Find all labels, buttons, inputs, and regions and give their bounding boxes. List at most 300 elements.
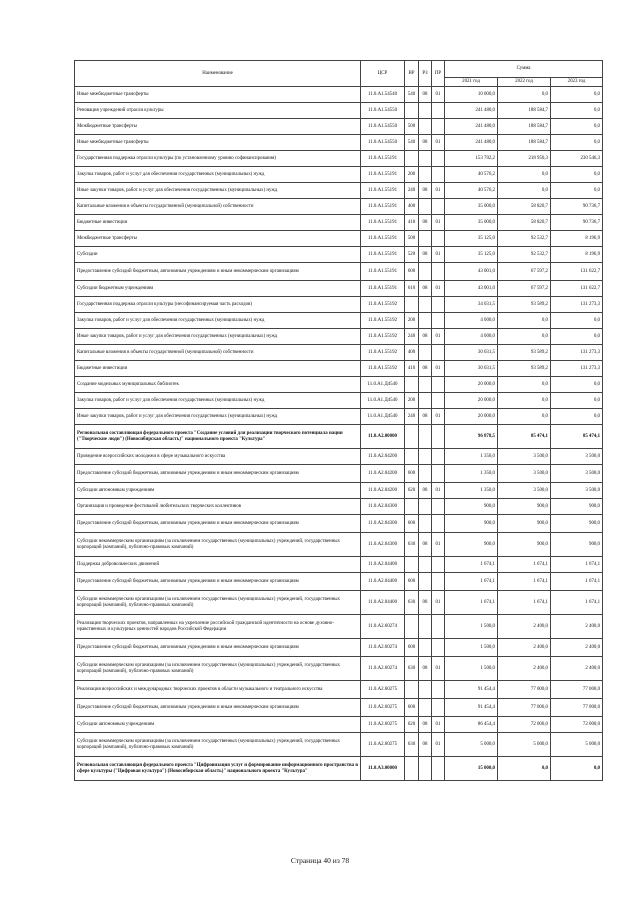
row-rz-cell <box>419 573 432 591</box>
row-pr-cell: 01 <box>432 135 445 151</box>
table-row <box>75 167 603 183</box>
row-name-cell: Организация и проведение фестивалей любительских творческих коллективов <box>75 499 361 515</box>
row-rz-cell: 08 <box>419 657 432 681</box>
row-vr-cell <box>405 297 419 313</box>
row-rz-cell <box>419 757 432 781</box>
row-sum-2021-cell: 1 350,0 <box>445 483 498 499</box>
row-sum-2021-cell: 1 500,0 <box>445 657 498 681</box>
row-name-cell: Субсидии некоммерческим организациям (за исключением государственных (муниципальных) учреждений, государственных корпораций (компаний), публично-правовых компаний) <box>75 733 361 757</box>
row-vr-cell: 240 <box>405 329 419 345</box>
row-rz-cell <box>419 499 432 515</box>
row-sum-2021-cell: 20 000,0 <box>445 377 498 393</box>
row-sum-2022-cell: 3 500,0 <box>498 465 551 483</box>
row-rz-cell: 08 <box>419 533 432 557</box>
table-row <box>75 87 603 103</box>
table-row <box>75 361 603 377</box>
row-name-cell: Межбюджетные трансферты <box>75 119 361 135</box>
table-row <box>75 533 603 557</box>
row-csr-cell: 11.0.А1.55191 <box>361 281 405 297</box>
row-sum-2022-cell: 92 532,7 <box>498 231 551 247</box>
row-sum-2021-cell: 30 031,5 <box>445 361 498 377</box>
row-csr-cell: 11.0.А2.04200 <box>361 465 405 483</box>
row-sum-2021-cell: 43 001,0 <box>445 263 498 281</box>
row-sum-2022-cell: 188 584,7 <box>498 119 551 135</box>
row-sum-2023-cell: 90 736,7 <box>551 199 603 215</box>
row-sum-2022-cell: 2 400,0 <box>498 657 551 681</box>
row-name-cell: Закупка товаров, работ и услуг для обеспечения государственных (муниципальных) нужд <box>75 393 361 409</box>
table-row <box>75 717 603 733</box>
row-name-cell: Региональная составляющая федерального проекта "Цифровизация услуг и формирование информационного пространства в сфере культуры ("Цифровая культура") (Новосибирская область)" национального проекта "Культура" <box>75 757 361 781</box>
row-sum-2021-cell: 91 454,4 <box>445 699 498 717</box>
row-sum-2023-cell: 131 622,7 <box>551 281 603 297</box>
row-vr-cell: 600 <box>405 263 419 281</box>
row-sum-2023-cell: 0,0 <box>551 119 603 135</box>
row-pr-cell <box>432 313 445 329</box>
row-pr-cell: 01 <box>432 281 445 297</box>
row-csr-cell: 11.0.А1.54550 <box>361 119 405 135</box>
row-vr-cell: 630 <box>405 591 419 615</box>
row-csr-cell: 11.0.А1.55192 <box>361 297 405 313</box>
row-sum-2022-cell: 93 589,2 <box>498 345 551 361</box>
row-pr-cell: 01 <box>432 733 445 757</box>
table-row <box>75 499 603 515</box>
row-csr-cell: 11.0.А1.55191 <box>361 199 405 215</box>
row-sum-2022-cell: 0,0 <box>498 393 551 409</box>
row-vr-cell <box>405 499 419 515</box>
row-sum-2023-cell: 77 000,0 <box>551 699 603 717</box>
row-name-cell: Субсидии некоммерческим организациям (за исключением государственных (муниципальных) учреждений, государственных корпораций (компаний), публично-правовых компаний) <box>75 591 361 615</box>
row-sum-2023-cell: 131 273,3 <box>551 361 603 377</box>
row-vr-cell <box>405 103 419 119</box>
row-csr-cell: 11.0.А1.Д4540 <box>361 393 405 409</box>
row-rz-cell: 08 <box>419 87 432 103</box>
row-sum-2023-cell: 85 474,1 <box>551 425 603 449</box>
header-year-2022: 2022 год <box>498 78 551 87</box>
row-vr-cell: 240 <box>405 183 419 199</box>
row-pr-cell <box>432 573 445 591</box>
row-sum-2023-cell: 230 546,3 <box>551 151 603 167</box>
row-name-cell: Закупка товаров, работ и услуг для обеспечения государственных (муниципальных) нужд <box>75 313 361 329</box>
table-row <box>75 199 603 215</box>
row-sum-2021-cell: 900,0 <box>445 515 498 533</box>
row-sum-2021-cell: 35 125,0 <box>445 231 498 247</box>
row-pr-cell: 01 <box>432 87 445 103</box>
table-row <box>75 393 603 409</box>
table-row <box>75 103 603 119</box>
row-rz-cell <box>419 231 432 247</box>
row-vr-cell <box>405 615 419 639</box>
row-csr-cell: 11.0.А2.04200 <box>361 449 405 465</box>
row-sum-2023-cell: 1 674,1 <box>551 557 603 573</box>
table-row <box>75 409 603 425</box>
row-csr-cell: 11.0.А2.60275 <box>361 699 405 717</box>
row-rz-cell <box>419 639 432 657</box>
row-rz-cell: 08 <box>419 483 432 499</box>
row-pr-cell <box>432 615 445 639</box>
row-vr-cell: 500 <box>405 119 419 135</box>
row-name-cell: Иные закупки товаров, работ и услуг для обеспечения государственных (муниципальных) нужд <box>75 409 361 425</box>
row-name-cell: Субсидии автономным учреждениям <box>75 483 361 499</box>
row-sum-2022-cell: 0,0 <box>498 329 551 345</box>
row-rz-cell <box>419 465 432 483</box>
row-rz-cell <box>419 313 432 329</box>
table-row <box>75 733 603 757</box>
row-csr-cell: 11.0.А1.55191 <box>361 183 405 199</box>
row-sum-2022-cell: 58 820,7 <box>498 215 551 231</box>
row-sum-2022-cell: 92 532,7 <box>498 247 551 263</box>
row-rz-cell: 08 <box>419 135 432 151</box>
row-sum-2023-cell: 0,0 <box>551 329 603 345</box>
row-sum-2023-cell: 90 736,7 <box>551 215 603 231</box>
row-rz-cell <box>419 377 432 393</box>
row-rz-cell: 08 <box>419 183 432 199</box>
row-sum-2023-cell: 900,0 <box>551 533 603 557</box>
budget-table-page <box>74 60 602 781</box>
row-sum-2022-cell: 0,0 <box>498 313 551 329</box>
row-sum-2021-cell: 241 480,0 <box>445 135 498 151</box>
row-vr-cell: 410 <box>405 215 419 231</box>
row-sum-2021-cell: 4 000,0 <box>445 329 498 345</box>
row-name-cell: Проведение всероссийских молодежи в сфере музыкального искусства <box>75 449 361 465</box>
row-rz-cell: 08 <box>419 215 432 231</box>
row-sum-2023-cell: 0,0 <box>551 757 603 781</box>
row-sum-2023-cell: 0,0 <box>551 313 603 329</box>
table-row <box>75 345 603 361</box>
row-pr-cell: 01 <box>432 409 445 425</box>
row-csr-cell: 11.0.А2.04400 <box>361 573 405 591</box>
header-rz: РЗ <box>419 61 432 87</box>
row-rz-cell: 08 <box>419 329 432 345</box>
row-name-cell: Иные межбюджетные трансферты <box>75 135 361 151</box>
row-vr-cell: 400 <box>405 199 419 215</box>
row-sum-2021-cell: 1 350,0 <box>445 465 498 483</box>
row-vr-cell: 600 <box>405 465 419 483</box>
row-sum-2021-cell: 15 000,0 <box>445 757 498 781</box>
row-pr-cell: 01 <box>432 533 445 557</box>
row-vr-cell: 600 <box>405 639 419 657</box>
row-rz-cell <box>419 167 432 183</box>
table-row <box>75 699 603 717</box>
table-row <box>75 377 603 393</box>
row-csr-cell: 11.0.А1.Д4540 <box>361 377 405 393</box>
row-pr-cell <box>432 297 445 313</box>
row-pr-cell <box>432 119 445 135</box>
row-csr-cell: 11.0.А2.60275 <box>361 681 405 699</box>
row-name-cell: Предоставление субсидий бюджетным, автономным учреждениям и иным некоммерческим организациям <box>75 573 361 591</box>
row-name-cell: Поддержка добровольческих движений <box>75 557 361 573</box>
row-name-cell: Капитальные вложения в объекты государственной (муниципальной) собственности <box>75 345 361 361</box>
row-sum-2022-cell: 93 589,2 <box>498 361 551 377</box>
row-sum-2021-cell: 900,0 <box>445 499 498 515</box>
row-csr-cell: 11.0.А1.55191 <box>361 231 405 247</box>
row-csr-cell: 11.0.А2.60274 <box>361 657 405 681</box>
row-sum-2022-cell: 0,0 <box>498 167 551 183</box>
row-csr-cell: 11.0.А2.60275 <box>361 717 405 733</box>
row-rz-cell <box>419 199 432 215</box>
row-pr-cell <box>432 263 445 281</box>
row-vr-cell: 630 <box>405 533 419 557</box>
row-sum-2022-cell: 0,0 <box>498 409 551 425</box>
row-rz-cell: 08 <box>419 281 432 297</box>
table-row <box>75 119 603 135</box>
header-pr: ПР <box>432 61 445 87</box>
row-sum-2021-cell: 241 480,0 <box>445 103 498 119</box>
row-sum-2023-cell: 8 196,9 <box>551 231 603 247</box>
table-row <box>75 247 603 263</box>
row-name-cell: Региональная составляющая федерального проекта "Создание условий для реализации творческого потенциала нации ("Творческие люди") (Новосибирская область)" национального проекта "Культура" <box>75 425 361 449</box>
row-pr-cell <box>432 345 445 361</box>
row-rz-cell: 08 <box>419 591 432 615</box>
row-vr-cell: 600 <box>405 699 419 717</box>
header-sum: Сумма <box>445 61 603 78</box>
row-sum-2022-cell: 188 584,7 <box>498 103 551 119</box>
row-pr-cell <box>432 377 445 393</box>
row-sum-2023-cell: 900,0 <box>551 499 603 515</box>
page-number: Страница 40 из 78 <box>290 856 350 865</box>
row-csr-cell: 11.0.А2.04300 <box>361 515 405 533</box>
row-sum-2023-cell: 3 500,0 <box>551 483 603 499</box>
row-sum-2022-cell: 77 000,0 <box>498 699 551 717</box>
row-sum-2021-cell: 43 001,0 <box>445 281 498 297</box>
table-row <box>75 615 603 639</box>
row-sum-2021-cell: 40 576,2 <box>445 167 498 183</box>
row-sum-2021-cell: 241 480,0 <box>445 119 498 135</box>
row-name-cell: Государственная поддержка отрасли культуры (несофинансируемая часть расходов) <box>75 297 361 313</box>
row-csr-cell: 11.0.А2.04300 <box>361 499 405 515</box>
table-row <box>75 657 603 681</box>
row-sum-2021-cell: 20 000,0 <box>445 409 498 425</box>
table-body <box>75 87 603 781</box>
row-pr-cell: 01 <box>432 215 445 231</box>
row-sum-2021-cell: 30 031,5 <box>445 345 498 361</box>
row-sum-2021-cell: 35 125,0 <box>445 247 498 263</box>
row-pr-cell <box>432 639 445 657</box>
row-sum-2022-cell: 67 597,2 <box>498 281 551 297</box>
row-name-cell: Субсидии автономным учреждениям <box>75 717 361 733</box>
row-sum-2022-cell: 2 400,0 <box>498 639 551 657</box>
table-row <box>75 281 603 297</box>
row-sum-2022-cell: 0,0 <box>498 183 551 199</box>
row-sum-2022-cell: 900,0 <box>498 499 551 515</box>
row-csr-cell: 11.0.А1.54550 <box>361 135 405 151</box>
table-row <box>75 183 603 199</box>
row-sum-2022-cell: 1 674,1 <box>498 573 551 591</box>
row-vr-cell <box>405 425 419 449</box>
row-csr-cell: 11.0.А1.55192 <box>361 329 405 345</box>
row-csr-cell: 11.0.А1.54540 <box>361 87 405 103</box>
row-vr-cell: 400 <box>405 345 419 361</box>
row-csr-cell: 11.0.А1.55191 <box>361 263 405 281</box>
row-sum-2023-cell: 8 196,9 <box>551 247 603 263</box>
header-year-2021: 2021 год <box>445 78 498 87</box>
row-sum-2023-cell: 5 000,0 <box>551 733 603 757</box>
row-pr-cell <box>432 699 445 717</box>
row-vr-cell <box>405 757 419 781</box>
row-sum-2023-cell: 0,0 <box>551 393 603 409</box>
table-row <box>75 313 603 329</box>
row-sum-2021-cell: 35 000,0 <box>445 215 498 231</box>
row-sum-2023-cell: 3 500,0 <box>551 449 603 465</box>
row-vr-cell: 600 <box>405 573 419 591</box>
row-sum-2023-cell: 131 622,7 <box>551 263 603 281</box>
row-rz-cell: 08 <box>419 733 432 757</box>
row-pr-cell: 01 <box>432 657 445 681</box>
row-name-cell: Государственная поддержка отрасли культуры (по установленному уровню софинансирования) <box>75 151 361 167</box>
row-vr-cell: 620 <box>405 483 419 499</box>
row-vr-cell: 630 <box>405 657 419 681</box>
row-sum-2022-cell: 58 820,7 <box>498 199 551 215</box>
row-sum-2022-cell: 0,0 <box>498 377 551 393</box>
row-rz-cell <box>419 345 432 361</box>
row-csr-cell: 11.0.А1.55191 <box>361 215 405 231</box>
row-csr-cell: 11.0.А1.55192 <box>361 345 405 361</box>
row-rz-cell: 08 <box>419 409 432 425</box>
row-csr-cell: 11.0.А2.00000 <box>361 425 405 449</box>
header-year-2023: 2023 год <box>551 78 603 87</box>
row-sum-2022-cell: 1 674,1 <box>498 591 551 615</box>
row-name-cell: Субсидии <box>75 247 361 263</box>
header-name: Наименование <box>75 61 361 87</box>
row-vr-cell: 630 <box>405 733 419 757</box>
row-vr-cell <box>405 377 419 393</box>
row-vr-cell <box>405 151 419 167</box>
row-sum-2023-cell: 0,0 <box>551 167 603 183</box>
row-sum-2021-cell: 1 500,0 <box>445 639 498 657</box>
row-name-cell: Реновация учреждений отрасли культуры <box>75 103 361 119</box>
table-row <box>75 483 603 499</box>
table-row <box>75 297 603 313</box>
table-row <box>75 151 603 167</box>
row-pr-cell <box>432 515 445 533</box>
row-sum-2023-cell: 72 000,0 <box>551 717 603 733</box>
row-vr-cell: 240 <box>405 409 419 425</box>
row-pr-cell <box>432 199 445 215</box>
row-name-cell: Бюджетные инвестиции <box>75 361 361 377</box>
row-sum-2022-cell: 3 500,0 <box>498 449 551 465</box>
row-sum-2021-cell: 10 000,0 <box>445 87 498 103</box>
row-pr-cell <box>432 499 445 515</box>
row-csr-cell: 11.0.А1.55192 <box>361 313 405 329</box>
row-vr-cell: 200 <box>405 393 419 409</box>
row-name-cell: Реализация творческих проектов, направленных на укрепление российской гражданской идентичности на основе духовно-нравственных и культурных ценностей народов Российской Федерации <box>75 615 361 639</box>
row-pr-cell: 01 <box>432 247 445 263</box>
row-vr-cell <box>405 449 419 465</box>
row-rz-cell: 08 <box>419 247 432 263</box>
row-rz-cell <box>419 263 432 281</box>
row-rz-cell <box>419 699 432 717</box>
table-row <box>75 639 603 657</box>
row-sum-2023-cell: 3 500,0 <box>551 465 603 483</box>
table-row <box>75 231 603 247</box>
row-sum-2021-cell: 34 031,5 <box>445 297 498 313</box>
row-name-cell: Создание модельных муниципальных библиотек <box>75 377 361 393</box>
table-row <box>75 449 603 465</box>
row-sum-2021-cell: 40 576,2 <box>445 183 498 199</box>
row-vr-cell: 540 <box>405 87 419 103</box>
row-rz-cell <box>419 393 432 409</box>
table-row <box>75 557 603 573</box>
row-csr-cell: 11.0.А3.00000 <box>361 757 405 781</box>
header-vr: ВР <box>405 61 419 87</box>
row-vr-cell: 520 <box>405 247 419 263</box>
row-sum-2021-cell: 1 500,0 <box>445 615 498 639</box>
row-sum-2023-cell: 0,0 <box>551 135 603 151</box>
row-sum-2021-cell: 20 000,0 <box>445 393 498 409</box>
header-csr: ЦСР <box>361 61 405 87</box>
row-pr-cell: 01 <box>432 183 445 199</box>
row-sum-2022-cell: 218 950,3 <box>498 151 551 167</box>
row-vr-cell: 200 <box>405 313 419 329</box>
row-sum-2022-cell: 93 589,2 <box>498 297 551 313</box>
row-name-cell: Субсидии бюджетным учреждениям <box>75 281 361 297</box>
row-sum-2023-cell: 0,0 <box>551 103 603 119</box>
row-sum-2022-cell: 1 674,1 <box>498 557 551 573</box>
row-name-cell: Предоставление субсидий бюджетным, автономным учреждениям и иным некоммерческим организациям <box>75 515 361 533</box>
row-sum-2022-cell: 900,0 <box>498 515 551 533</box>
row-csr-cell: 11.0.А2.04300 <box>361 533 405 557</box>
row-rz-cell <box>419 119 432 135</box>
budget-table <box>74 60 603 781</box>
row-name-cell: Субсидии некоммерческим организациям (за исключением государственных (муниципальных) учреждений, государственных корпораций (компаний), публично-правовых компаний) <box>75 657 361 681</box>
row-rz-cell <box>419 681 432 699</box>
row-sum-2023-cell: 900,0 <box>551 515 603 533</box>
row-sum-2021-cell: 900,0 <box>445 533 498 557</box>
row-csr-cell: 11.0.А2.04400 <box>361 557 405 573</box>
row-sum-2023-cell: 0,0 <box>551 409 603 425</box>
row-rz-cell <box>419 615 432 639</box>
row-sum-2023-cell: 2 400,0 <box>551 639 603 657</box>
row-name-cell: Иные закупки товаров, работ и услуг для обеспечения государственных (муниципальных) нужд <box>75 183 361 199</box>
row-sum-2023-cell: 1 674,1 <box>551 591 603 615</box>
row-vr-cell <box>405 557 419 573</box>
row-name-cell: Бюджетные инвестиции <box>75 215 361 231</box>
row-pr-cell <box>432 151 445 167</box>
row-sum-2021-cell: 35 000,0 <box>445 199 498 215</box>
row-csr-cell: 11.0.А1.55191 <box>361 151 405 167</box>
row-name-cell: Предоставление субсидий бюджетным, автономным учреждениям и иным некоммерческим организациям <box>75 639 361 657</box>
row-csr-cell: 11.0.А2.04400 <box>361 591 405 615</box>
row-sum-2022-cell: 0,0 <box>498 87 551 103</box>
table-row <box>75 465 603 483</box>
table-row <box>75 515 603 533</box>
table-row <box>75 425 603 449</box>
row-sum-2021-cell: 4 000,0 <box>445 313 498 329</box>
row-pr-cell <box>432 167 445 183</box>
row-csr-cell: 11.0.А2.60274 <box>361 639 405 657</box>
row-pr-cell <box>432 425 445 449</box>
row-name-cell: Иные закупки товаров, работ и услуг для обеспечения государственных (муниципальных) нужд <box>75 329 361 345</box>
row-name-cell: Реализация всероссийских и международных творческих проектов в области музыкального и театрального искусства <box>75 681 361 699</box>
row-rz-cell: 08 <box>419 361 432 377</box>
row-csr-cell: 11.0.А2.60275 <box>361 733 405 757</box>
row-sum-2021-cell: 91 454,4 <box>445 681 498 699</box>
row-rz-cell: 08 <box>419 717 432 733</box>
row-sum-2022-cell: 85 474,1 <box>498 425 551 449</box>
row-name-cell: Предоставление субсидий бюджетным, автономным учреждениям и иным некоммерческим организациям <box>75 465 361 483</box>
table-row <box>75 329 603 345</box>
row-sum-2022-cell: 0,0 <box>498 757 551 781</box>
row-sum-2023-cell: 1 674,1 <box>551 573 603 591</box>
table-row <box>75 135 603 151</box>
row-sum-2023-cell: 2 400,0 <box>551 615 603 639</box>
row-rz-cell <box>419 103 432 119</box>
row-name-cell: Предоставление субсидий бюджетным, автономным учреждениям и иным некоммерческим организациям <box>75 263 361 281</box>
row-pr-cell: 01 <box>432 483 445 499</box>
row-pr-cell: 01 <box>432 717 445 733</box>
row-sum-2021-cell: 1 674,1 <box>445 591 498 615</box>
row-sum-2021-cell: 153 702,2 <box>445 151 498 167</box>
row-sum-2022-cell: 67 597,2 <box>498 263 551 281</box>
